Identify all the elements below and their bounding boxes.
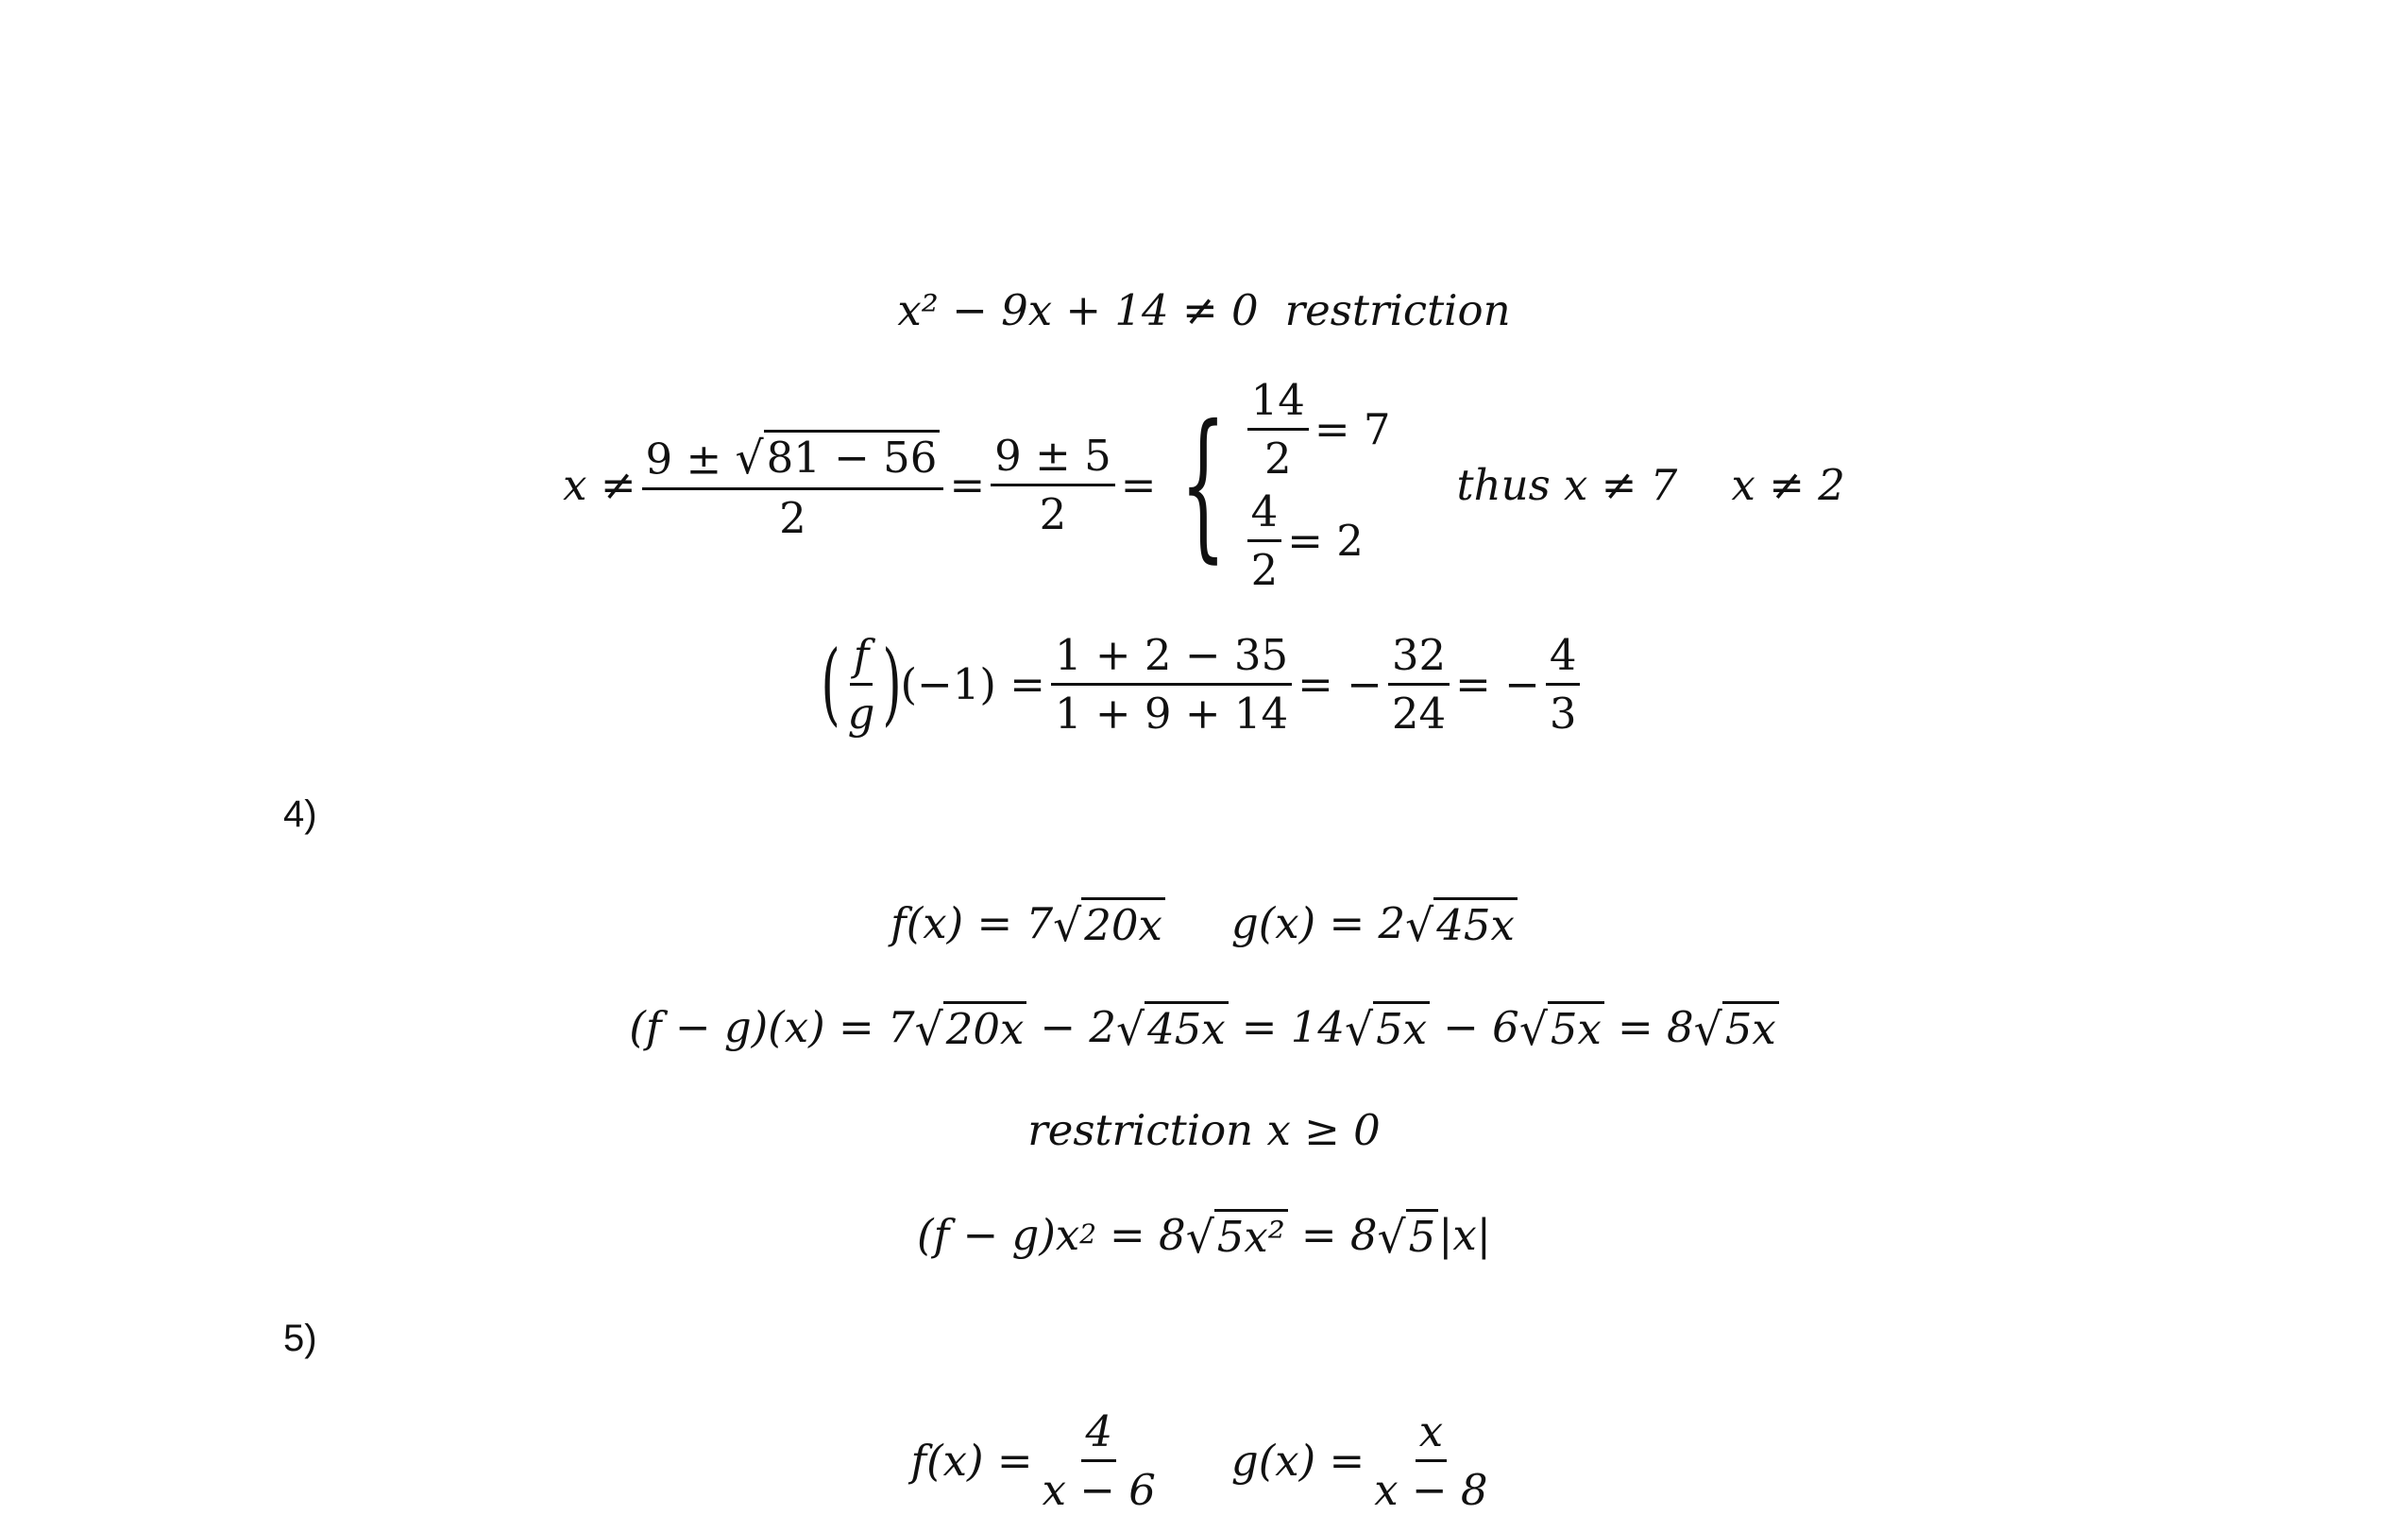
sqrt-symbol: √ 20x	[915, 1001, 1027, 1053]
qe-arg: (−1) =	[900, 659, 1045, 710]
p4-diff-r2: 45x	[1145, 1001, 1229, 1053]
qf-lhs: x ≠	[563, 460, 636, 510]
qf-case1-num: 14	[1247, 378, 1309, 431]
qf-frac1-den: 2	[779, 492, 806, 543]
qf-fraction-2	[991, 430, 1115, 539]
p4-diff-r3: 5x	[1373, 1001, 1430, 1053]
p4-comp-p1: (f − g)x	[917, 1209, 1080, 1260]
p4-comp-p4: |x|	[1438, 1209, 1491, 1260]
sqrt-symbol: √ 5x	[1345, 1001, 1430, 1053]
p5-g-den: x − 8	[1374, 1465, 1488, 1515]
p4-diff-p5: = 8	[1617, 1001, 1694, 1052]
qe-den2: 24	[1391, 689, 1447, 740]
p5-definitions-line	[0, 1406, 2408, 1515]
qf-cases	[1165, 375, 1391, 595]
p5-f-den: x − 6	[1042, 1465, 1156, 1515]
qf-eq-2: =	[1120, 460, 1157, 510]
p4-g-def-prefix: g(x) = 2	[1230, 897, 1406, 948]
p4-diff-r5: 5x	[1722, 1001, 1779, 1053]
p4-diff-p3: = 14	[1241, 1001, 1346, 1052]
p5-g-fraction	[1370, 1406, 1491, 1515]
qe-f: f	[850, 633, 873, 686]
qe-eq-neg-2: = −	[1455, 659, 1540, 710]
qe-fraction-2	[1388, 630, 1450, 740]
sqrt-symbol: √ 5x	[1694, 1001, 1779, 1053]
problem-5-label: 5)	[283, 1318, 317, 1359]
sqrt-symbol: √ 5x	[1519, 1001, 1604, 1053]
sqrt-symbol: √ 45x	[1405, 897, 1518, 949]
qe-num2: 32	[1388, 633, 1450, 686]
p5-f-fraction	[1039, 1406, 1160, 1515]
left-brace-icon: {	[1180, 391, 1227, 578]
right-paren-icon: )	[882, 632, 903, 737]
p4-composite-line: (f − g)x 2 = 8 √ 5x² = 8 √ 5 |x|	[917, 1209, 1491, 1265]
qf-case-2	[1242, 485, 1391, 595]
problem-4-label: 4)	[283, 793, 317, 835]
qf-case2-num: 4	[1247, 489, 1282, 542]
quotient-eval-line	[0, 630, 2408, 740]
qe-den3: 3	[1549, 689, 1577, 740]
qf-frac1-radicand: 81 − 56	[764, 430, 941, 482]
restriction-word: restriction	[1284, 285, 1511, 335]
qe-num1: 1 + 2 − 35	[1051, 633, 1292, 686]
p4-diff-p4: − 6	[1443, 1001, 1519, 1052]
p4-diff-p1: (f − g)(x) = 7	[629, 1001, 915, 1052]
p4-restriction-line	[0, 1105, 2408, 1155]
qf-frac2-num: 9 ± 5	[991, 434, 1115, 486]
qf-case1-den: 2	[1263, 434, 1292, 485]
sqrt-symbol: √ 45x	[1116, 1001, 1229, 1053]
p4-diff-r1: 20x	[943, 1001, 1027, 1053]
p4-comp-r1: 5x²	[1214, 1209, 1288, 1261]
p5-f-def-prefix: f(x) =	[910, 1436, 1033, 1487]
p4-f-def-prefix: f(x) = 7	[890, 897, 1054, 948]
qf-case2-den: 2	[1250, 544, 1279, 595]
qe-num3: 4	[1546, 633, 1581, 686]
quadratic-formula-line	[0, 375, 2408, 595]
p5-f-num: 4	[1081, 1409, 1116, 1462]
sqrt-symbol: √ 81 − 56	[735, 430, 940, 482]
left-paren-icon: (	[820, 632, 840, 737]
p4-diff-p2: − 2	[1040, 1001, 1117, 1052]
sqrt-symbol: √ 5	[1378, 1209, 1439, 1261]
qe-fraction-3	[1546, 630, 1581, 740]
qf-conclusion: thus x ≠ 7 x ≠ 2	[1456, 460, 1845, 510]
p4-comp-p2: = 8	[1110, 1209, 1186, 1260]
f-over-g	[844, 630, 879, 740]
p5-g-num: x	[1416, 1409, 1447, 1462]
qf-fraction-1	[642, 430, 944, 543]
qf-case1-result: = 7	[1314, 404, 1391, 455]
p4-f-radicand: 20x	[1081, 897, 1165, 949]
qf-case2-result: = 2	[1287, 515, 1364, 566]
restriction-quadratic: x² − 9x + 14 ≠ 0	[897, 285, 1259, 335]
p4-diff-r4: 5x	[1548, 1001, 1604, 1053]
qe-fraction-1	[1051, 630, 1292, 740]
qe-eq-neg-1: = −	[1297, 659, 1382, 710]
p4-difference-line	[0, 1001, 2408, 1057]
p4-comp-r2: 5	[1406, 1209, 1439, 1261]
qf-frac1-num-prefix: 9 ±	[645, 434, 722, 485]
p4-definitions-line	[0, 897, 2408, 953]
qe-den1: 1 + 9 + 14	[1054, 689, 1289, 740]
p4-g-radicand: 45x	[1433, 897, 1518, 949]
qf-case-1	[1242, 375, 1391, 485]
p4-comp-p3: = 8	[1300, 1209, 1378, 1260]
qf-frac2-den: 2	[1039, 489, 1067, 539]
sqrt-symbol: √ 20x	[1053, 897, 1165, 949]
restriction-line	[0, 285, 2408, 335]
sqrt-symbol: √ 5x²	[1186, 1209, 1288, 1261]
p5-g-def-prefix: g(x) =	[1230, 1436, 1365, 1487]
qe-g: g	[847, 689, 875, 740]
p4-restriction: restriction x ≥ 0	[1027, 1105, 1381, 1155]
qf-eq-1: =	[949, 460, 986, 510]
